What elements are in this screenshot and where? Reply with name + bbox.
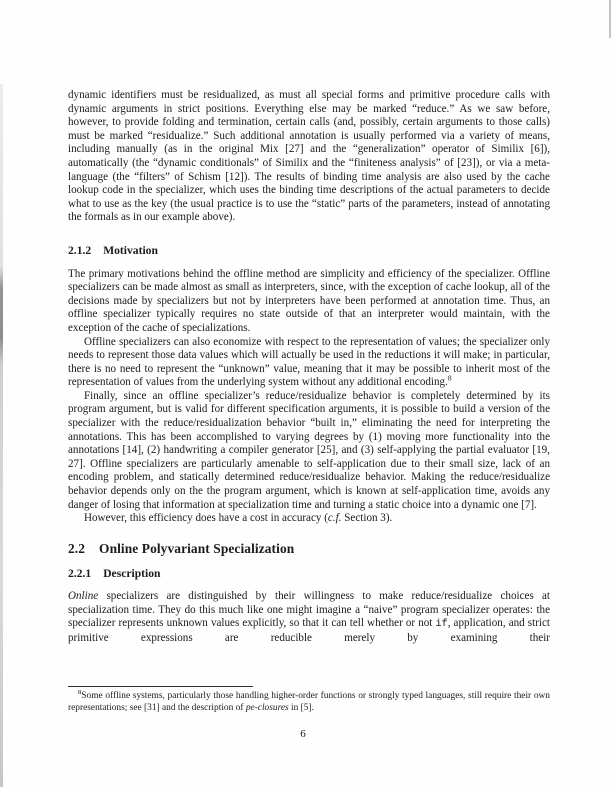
footnote-reference-8: 8 — [447, 373, 452, 383]
section-number: 2.1.2 — [68, 243, 92, 257]
online-term-italic: Online — [68, 590, 99, 602]
paragraph-continuation: dynamic identifiers must be residualized, as must all special forms and primitive procedure calls with dynamic arguments in strict positions. Everything else may be marked “reduce.” As we saw before, however, to provide folding and termination, certain calls (and, possibly, certain arguments to those calls) must be marked “residualize.” Such additional annotation is usually performed via a variety of means, including manually (as in the original Mix [27] and the “generalization” operator of Similix [6]), automatically (the “dynamic conditionals” of Similix and the “finiteness analysis” of [23]), or via a meta-language (the “filters” of Schism [12]). The results of binding time analysis are also used by the cache lookup code in the specializer, which uses the binding time descriptions of the actual parameters to decide what to use as the key (the usual practice is to use the “static” parts of the parameters, instead of annotating the formals as in our example above). — [68, 89, 550, 224]
footnote-8 — [68, 688, 550, 715]
online-description-middle: specializers are distinguished by their willingness to make reduce/residualize choices at specialization time. They do this much like one might imagine a “naive” program specializer operates: the specializer represents unknown values explicitly, so that it can tell whether or not — [68, 590, 550, 630]
pe-closures-term-italic: pe-closures — [245, 702, 289, 713]
section-title: Description — [103, 567, 161, 581]
section-title: Online Polyvariant Specialization — [99, 540, 295, 556]
paragraph-motivation-1: The primary motivations behind the offline method are simplicity and efficiency of the specializer. Offline specializers can be made almost as small as interpreters, since, with the exception of cache lookup, all of the decisions made by specializers but not by interpreters have been performed at annotation time. Thus, an offline specializer typically requires no state outside of that an interpreter would maintain, with the exception of the cache of specializations. — [68, 267, 550, 334]
section-heading-2-1-2 — [68, 244, 550, 258]
paragraph-online-description — [68, 590, 550, 645]
section-number: 2.2.1 — [68, 567, 92, 581]
text-column — [68, 89, 550, 645]
section-heading-2-2-1 — [68, 567, 550, 581]
accuracy-note-pre: However, this efficiency does have a cost in accuracy ( — [84, 512, 328, 525]
scan-artifact-left-edge — [0, 84, 3, 787]
section-heading-2-2 — [68, 542, 550, 556]
paragraph-motivation-2-text: Offline specializers can also economize with respect to the representation of values; the specializer only needs to represent those data values which will actually be used in the reductions it will make; in particular, there is no need to represent the “unknown” value, meaning that it may be possible to inherit most of the representation of values from the underlying system without any additional encoding. — [68, 335, 550, 389]
section-number: 2.2 — [68, 540, 86, 556]
footnote-rule — [68, 686, 253, 687]
footnote-text-post: in [5]. — [288, 702, 314, 713]
paragraph-motivation-2 — [68, 336, 550, 390]
page-number: 6 — [300, 728, 306, 740]
accuracy-note-post: Section 3). — [341, 512, 393, 525]
scan-artifact-right-edge — [609, 0, 611, 38]
footnote-text-pre: Some offline systems, particularly those handling higher-order functions or strongly typed languages, still require their own representations; see [31] and the description of — [68, 691, 550, 713]
paragraph-motivation-3: Finally, since an offline specializer’s reduce/residualize behavior is completely determined by its program argument, but is valid for different specification arguments, it is possible to build a version of the specializer with the reduce/residualization behavior “built in,” eliminating the need for interpreting the annotations. This has been accomplished to varying degrees by (1) moving more functionality into the annotations [14], (2) handwriting a compiler generator [25], and (3) self-applying the partial evaluator [19, 27]. Offline specializers are particularly amenable to self-application due to their small size, lack of an encoding problem, and statically determined reduce/residualize behavior. Making the reduce/residualize behavior depends only on the the program argument, which is known at self-application time, avoids any danger of losing that information at specialization time and turning a static choice into a dynamic one [7]. — [68, 389, 550, 511]
section-title: Motivation — [103, 243, 158, 257]
footnote-area — [68, 686, 550, 715]
cf-abbreviation-italic: c.f. — [327, 512, 342, 525]
paragraph-accuracy-note — [68, 512, 550, 526]
online-description-tail: , application, and strict primitive expressions are reducible merely by examining their — [68, 617, 550, 644]
footnote-marker: 8 — [78, 688, 82, 696]
if-keyword-monospace: if — [435, 619, 448, 631]
